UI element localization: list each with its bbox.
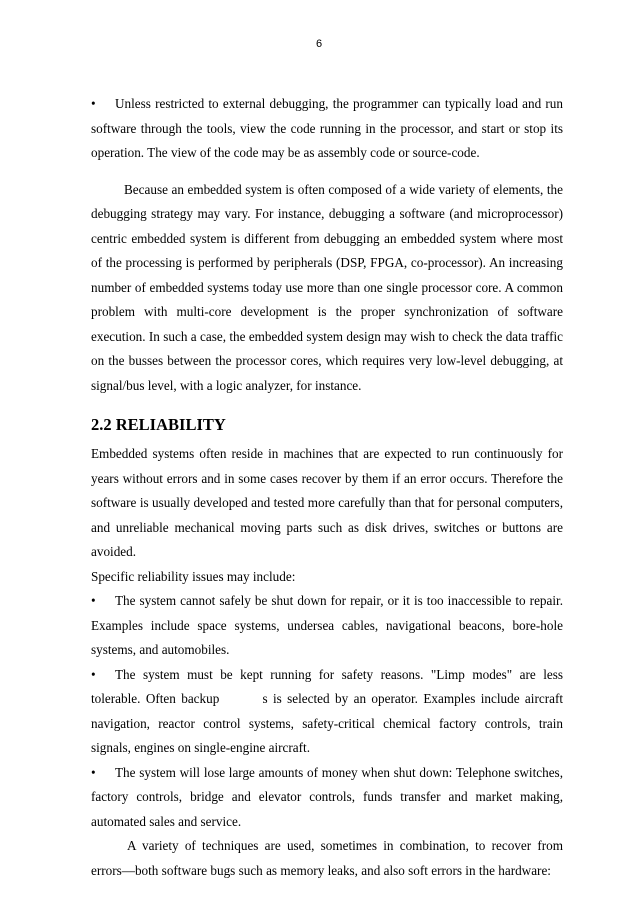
reliability-bullet-text: The system cannot safely be shut down for repair, or it is too inaccessible to repair. Examples include space systems, undersea cables, navigational beacons, bore-hole systems, and automobiles. xyxy=(91,593,563,657)
reliability-bullet-text: The system will lose large amounts of money when shut down: Telephone switches, factory controls, bridge and elevator controls, funds transfer and market making, automated sales and service. xyxy=(91,764,563,829)
bullet-icon: • xyxy=(91,96,96,111)
reliability-bullet-1 xyxy=(91,589,563,663)
reliability-bullet-3 xyxy=(91,761,563,835)
bullet-icon: • xyxy=(91,593,96,608)
page-body xyxy=(91,92,563,883)
reliability-intro: Embedded systems often reside in machines that are expected to run continuously for years without errors and in some cases recover by them if an error occurs. Therefore the software is usually developed and tested more carefully than that for personal computers, and unreliable mechanical moving parts such as disk drives, switches or buttons are avoided. xyxy=(91,446,563,559)
reliability-bullet-2 xyxy=(91,663,563,761)
bullet-icon: • xyxy=(91,666,96,682)
issues-lead: Specific reliability issues may include: xyxy=(91,568,296,584)
intro-bullet-item xyxy=(91,92,563,166)
intro-bullet-text: Unless restricted to external debugging, the programmer can typically load and run software through the tools, view the code running in the processor, and start or stop its operation. The view of the code may be as assembly code or source-code. xyxy=(91,96,563,160)
bullet-icon: • xyxy=(91,764,96,780)
closing-paragraph: A variety of techniques are used, sometimes in combination, to recover from errors—both software bugs such as memory leaks, and also soft errors in the hardware: xyxy=(91,838,563,878)
page-number: 6 xyxy=(315,38,323,50)
reliability-bullet-text: The system must be kept running for safety reasons. "Limp modes" are less tolerable. Often backup s is selected by an operator. Examples include aircraft navigation, reactor control systems, safety-critical chemical factory controls, train signals, engines on single-engine aircraft. xyxy=(91,666,563,755)
debugging-paragraph: Because an embedded system is often composed of a wide variety of elements, the debugging strategy may vary. For instance, debugging a software (and microprocessor) centric embedded system is different from debugging an embedded system where most of the processing is performed by peripherals (DSP, FPGA, co-processor). An increasing number of embedded systems today use more than one single processor core. A common problem with multi-core development is the proper synchronization of software execution. In such a case, the embedded system design may wish to check the data traffic on the busses between the processor cores, which requires very low-level debugging, at signal/bus level, with a logic analyzer, for instance. xyxy=(91,181,563,393)
section-heading: 2.2 RELIABILITY xyxy=(91,415,226,434)
